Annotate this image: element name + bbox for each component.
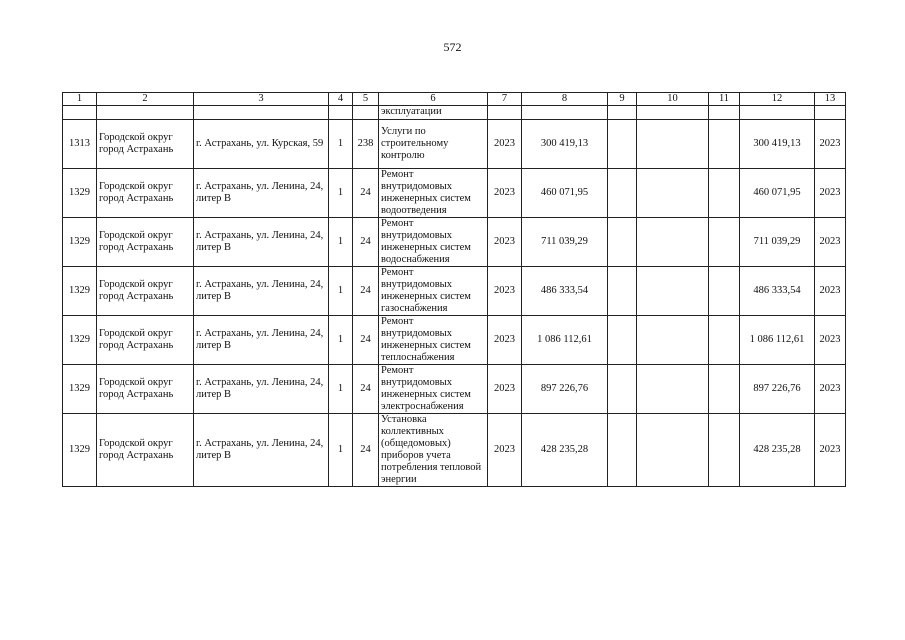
cell-work-type: Установка коллективных (общедомовых) приборов учета потребления тепловой энергии [379,414,488,487]
cell-amount: 300 419,13 [522,120,608,169]
cell-end-year: 2023 [815,414,846,487]
cell-work-type: Ремонт внутридомовых инженерных систем водоотведения [379,169,488,218]
cell-amount: 897 226,76 [522,365,608,414]
cell-total: 460 071,95 [740,169,815,218]
cell-col9 [608,316,637,365]
cell-address: г. Астрахань, ул. Ленина, 24, литер В [194,267,329,316]
header-cell: 3 [194,93,329,106]
cell-col5: 24 [353,169,379,218]
cell-row-number: 1329 [63,169,97,218]
cell-col5: 24 [353,316,379,365]
cell-year: 2023 [488,120,522,169]
cell-col9 [608,365,637,414]
register-table [62,92,846,487]
cell-col10 [637,218,709,267]
cell-municipality: Городской округ город Астрахань [97,218,194,267]
table-row [63,218,846,267]
cell-end-year: 2023 [815,120,846,169]
cell-col9 [608,169,637,218]
cell-col5: 24 [353,414,379,487]
cell-work-type: Ремонт внутридомовых инженерных систем водоснабжения [379,218,488,267]
cell-end-year: 2023 [815,169,846,218]
cell-row-number: 1329 [63,316,97,365]
cell-total: 486 333,54 [740,267,815,316]
cell-col4: 1 [329,267,353,316]
cell-col5: 24 [353,267,379,316]
table-row [63,267,846,316]
cell-col10 [637,414,709,487]
page-number: 572 [443,40,462,54]
cell-col4: 1 [329,120,353,169]
cell-total: 897 226,76 [740,365,815,414]
cell-amount: 1 086 112,61 [522,316,608,365]
header-cell: 12 [740,93,815,106]
table-row [63,120,846,169]
cell-row-number: 1329 [63,218,97,267]
cell-col11 [709,316,740,365]
header-cell: 2 [97,93,194,106]
cell-col5: 24 [353,218,379,267]
cell-work-type: Ремонт внутридомовых инженерных систем газоснабжения [379,267,488,316]
cell-end-year: 2023 [815,267,846,316]
cell-col9 [608,414,637,487]
cell-row-number: 1313 [63,120,97,169]
table-row [63,365,846,414]
cell-end-year: 2023 [815,218,846,267]
continuation-row [63,106,846,120]
header-cell: 1 [63,93,97,106]
cell-year: 2023 [488,414,522,487]
cell-year: 2023 [488,169,522,218]
cell-year: 2023 [488,267,522,316]
cell-end-year: 2023 [815,316,846,365]
cell-work-type: Ремонт внутридомовых инженерных систем электроснабжения [379,365,488,414]
cell-amount: 428 235,28 [522,414,608,487]
cell-work-type: Услуги по строительному контролю [379,120,488,169]
cell-municipality: Городской округ город Астрахань [97,365,194,414]
cell-row-number: 1329 [63,414,97,487]
cell-col4: 1 [329,218,353,267]
header-cell: 5 [353,93,379,106]
cell-row-number: 1329 [63,267,97,316]
table-row [63,316,846,365]
cell-col4: 1 [329,365,353,414]
header-cell: 7 [488,93,522,106]
cell-total: 300 419,13 [740,120,815,169]
cell-amount: 711 039,29 [522,218,608,267]
cell-col11 [709,120,740,169]
cell-year: 2023 [488,218,522,267]
header-cell: 13 [815,93,846,106]
cell-municipality: Городской округ город Астрахань [97,414,194,487]
cell-col4: 1 [329,414,353,487]
header-cell: 4 [329,93,353,106]
cell-col4: 1 [329,316,353,365]
cell-col11 [709,365,740,414]
cell-year: 2023 [488,316,522,365]
cell-col10 [637,169,709,218]
cell-municipality: Городской округ город Астрахань [97,169,194,218]
cell-col11 [709,267,740,316]
cell-col5: 24 [353,365,379,414]
cell-municipality: Городской округ город Астрахань [97,316,194,365]
cell-address: г. Астрахань, ул. Ленина, 24, литер В [194,316,329,365]
cell-address: г. Астрахань, ул. Ленина, 24, литер В [194,169,329,218]
header-cell: 10 [637,93,709,106]
cell-municipality: Городской округ город Астрахань [97,267,194,316]
header-cell: 8 [522,93,608,106]
cell-address: г. Астрахань, ул. Ленина, 24, литер В [194,365,329,414]
table-row [63,414,846,487]
cell-address: г. Астрахань, ул. Курская, 59 [194,120,329,169]
cell-col9 [608,218,637,267]
cell-row-number: 1329 [63,365,97,414]
header-cell: 11 [709,93,740,106]
cell-col11 [709,169,740,218]
cell-amount: 460 071,95 [522,169,608,218]
cell-total: 711 039,29 [740,218,815,267]
continuation-text: эксплуатации [379,106,488,120]
cell-year: 2023 [488,365,522,414]
cell-address: г. Астрахань, ул. Ленина, 24, литер В [194,218,329,267]
cell-total: 428 235,28 [740,414,815,487]
header-row [63,93,846,106]
cell-col9 [608,267,637,316]
cell-col9 [608,120,637,169]
cell-col5: 238 [353,120,379,169]
header-cell: 6 [379,93,488,106]
cell-col4: 1 [329,169,353,218]
header-cell: 9 [608,93,637,106]
cell-end-year: 2023 [815,365,846,414]
cell-col11 [709,218,740,267]
cell-col10 [637,316,709,365]
cell-col10 [637,120,709,169]
cell-address: г. Астрахань, ул. Ленина, 24, литер В [194,414,329,487]
cell-col11 [709,414,740,487]
cell-municipality: Городской округ город Астрахань [97,120,194,169]
cell-total: 1 086 112,61 [740,316,815,365]
cell-col10 [637,365,709,414]
cell-col10 [637,267,709,316]
cell-amount: 486 333,54 [522,267,608,316]
cell-work-type: Ремонт внутридомовых инженерных систем теплоснабжения [379,316,488,365]
table-row [63,169,846,218]
